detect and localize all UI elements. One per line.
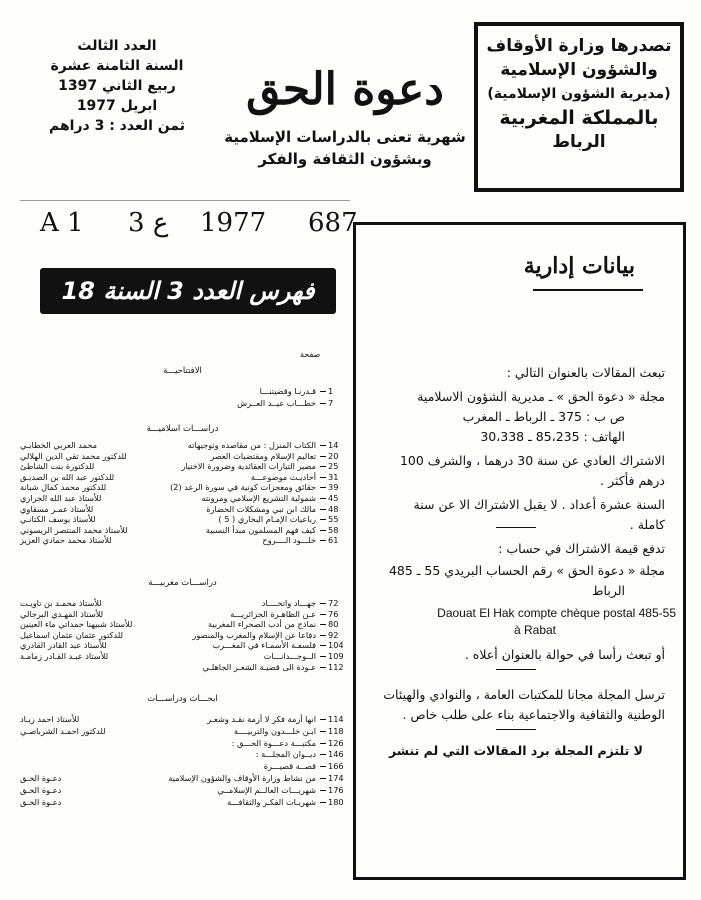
toc-row (20, 640, 350, 651)
admin-or-send: أو تبعث رأسا في حوالة بالعنوان أعلاه . (464, 647, 665, 662)
toc-row (20, 493, 350, 504)
toc-author: محمد العربي الخطابـي (20, 440, 98, 450)
toc-page-label: صفحة (300, 350, 321, 359)
toc-title: خطـــاب عيــد العــرش (237, 398, 316, 408)
toc-dash (320, 802, 326, 803)
toc-title: حقائق ومعجزات كونية في سورة الرعد (2) (170, 482, 316, 493)
handwritten-a: A 1 (40, 208, 84, 238)
toc-page-number: 20 (328, 450, 339, 461)
toc-page-number: 92 (328, 629, 339, 640)
toc-section-moroccan: دراســـات مغربيـــة (148, 578, 217, 588)
toc-page-number: 76 (328, 608, 339, 619)
toc-author: للأستاذ يوسف الكتانـي (20, 514, 96, 525)
toc-row (20, 609, 350, 620)
toc-page-number: 14 (328, 440, 339, 450)
magazine-subtitle-1: شهرية تعنى بالدراسات الإسلامية (224, 128, 466, 146)
admin-separator-3 (496, 729, 536, 730)
toc-author: للأستاذ عمـر مسقاوي (20, 503, 94, 514)
handwritten-catalog-note (40, 208, 360, 242)
toc-page-number: 7 (328, 398, 334, 408)
toc-author: للدكتور احمـد الشرباصـي (20, 725, 106, 736)
toc-banner: فهرس العدد 3 السنة 18 (40, 268, 336, 314)
admin-free-2: الوطنية والثقافية والاجتماعية بناء على طلب خاص . (402, 707, 665, 722)
toc-title: مالك ابن نبي ومشكلات الحضارة (206, 503, 316, 514)
toc-title: من نشاط وزارة الأوقاف والشؤون الإسلامية (168, 773, 316, 783)
toc-page-number: 166 (328, 761, 344, 772)
toc-dash (320, 509, 326, 510)
toc-title: رباعيات الإمـام البخاري ( 5 ) (218, 514, 316, 525)
toc-title: شهريـــات العالــم الإسلامــي (217, 784, 316, 795)
toc-dash (320, 667, 326, 668)
handwritten-c: 1977 (200, 208, 267, 238)
toc-row (20, 451, 350, 462)
toc-title: أحاديـث موضوعـــة (250, 471, 316, 482)
admin-separator-2 (496, 669, 536, 670)
toc-page-number: 146 (328, 749, 344, 760)
toc-author: للدكتورة بنت الشاطئ (20, 461, 95, 472)
toc-author: دعـوة الحـق (20, 796, 62, 807)
toc-page-number: 180 (328, 796, 344, 807)
publisher-line-4: بالمملكة المغربية (499, 107, 659, 129)
toc-author: للأستاذ عبد القادر القادري (20, 640, 107, 651)
toc-row (20, 386, 350, 397)
toc-dash (320, 403, 326, 404)
toc-title: مكتبـــة دعـــوة الحـــق : (231, 737, 316, 748)
toc-author: دعـوة الحـق (20, 784, 62, 795)
toc-author: للأستاذ محمد حمادي العزيز (20, 535, 112, 546)
toc-dash (320, 624, 326, 625)
issue-number: العدد الثالث (77, 38, 157, 54)
admin-heading-underline (533, 289, 643, 291)
toc-row (20, 598, 350, 609)
toc-title: كيف فهم المسلمون مبدأ النسبية (205, 524, 316, 535)
toc-title: شمولية التشريع الإسلامي ومرونته (201, 493, 316, 503)
toc-dash (320, 603, 326, 604)
toc-dash (320, 519, 326, 520)
toc-page-number: 61 (328, 535, 339, 546)
toc-dash (320, 530, 326, 531)
toc-title: دفاعا عن الإسلام والمغرب والمنصور (192, 629, 316, 640)
toc-author: للأستاذ محمد المنتصر الريسوني (20, 524, 128, 535)
admin-address-2: ص ب : 375 ـ الرباط ـ المغرب (462, 409, 625, 424)
toc-row (20, 535, 350, 546)
publisher-line-1: تصدرها وزارة الأوقاف (486, 36, 672, 56)
toc-dash (320, 719, 326, 720)
toc-row (20, 461, 350, 472)
toc-page-number: 174 (328, 773, 344, 783)
admin-issues-1: السنة عشرة أعداد . لا يقبل الاشتراك الا عن سنة (413, 497, 665, 512)
toc-dash (320, 540, 326, 541)
toc-row (20, 726, 350, 737)
admin-free-1: ترسل المجلة مجانا للمكتبات العامة ، والنوادي والهيئات (383, 687, 665, 702)
publisher-line-2: والشؤون الإسلامية (500, 60, 658, 80)
toc-page-number: 31 (328, 471, 339, 482)
toc-author: للأستاذ عبـد القـادر زمامـة (20, 651, 109, 661)
toc-dash (320, 790, 326, 791)
toc-dash (320, 778, 326, 779)
admin-address-1: مجلة « دعوة الحق » ـ مديرية الشؤون الاسلامية (417, 389, 665, 404)
toc-row (20, 749, 350, 760)
toc-author: دعـوة الحـق (20, 773, 62, 783)
toc-title: مصير التيارات العقائدية وضرورة الاختيار (181, 461, 316, 472)
toc-row (20, 785, 350, 796)
handwritten-d: 687 (308, 208, 358, 238)
toc-dash (320, 645, 326, 646)
publisher-line-5: الرباط (552, 132, 606, 152)
toc-title: شهريـات الفكـر والثقافـــة (227, 796, 316, 807)
toc-author: للأستاذ محمـد بن تاويـت (20, 598, 102, 608)
admin-send-to: تبعث المقالات بالعنوان التالي : (506, 365, 665, 380)
toc-row (20, 773, 350, 784)
toc-section-research: ابحـــاث ودراســـات (147, 694, 218, 704)
toc-title: قـدرنـا وقضيتنـــا (259, 386, 316, 396)
toc-row (20, 619, 350, 630)
toc-dash (320, 656, 326, 657)
magazine-title: دعوة الحق (246, 64, 444, 115)
admin-subscription-1: الاشتراك العادي عن سنة 30 درهما ، والشرف 100 (399, 453, 665, 468)
toc-row (20, 738, 350, 749)
toc-dash (320, 477, 326, 478)
admin-latin-account-2: à Rabat (513, 623, 556, 637)
toc-author: للدكتور عثمان عثمان اسماعيل (20, 629, 123, 640)
toc-dash (320, 766, 326, 767)
admin-pay-3: الرباط (591, 583, 625, 598)
toc-page-number: 80 (328, 619, 339, 630)
toc-title: انها أزمة فكر لا أزمة نقـد وشعـر (207, 714, 316, 724)
toc-title: تعاليم الإسلام ومقتضيات العصر (210, 450, 316, 461)
toc-page-number: 176 (328, 784, 344, 795)
issue-info (42, 36, 192, 136)
toc-page-number: 55 (328, 514, 339, 525)
admin-phones: الهاتف : 85،235 ـ 30،338 (480, 429, 625, 444)
toc-title: فلسفـة الأسمـاء في المغـــرب (212, 640, 316, 651)
toc-row (20, 761, 350, 772)
toc-row (20, 482, 350, 493)
toc-dash (320, 466, 326, 467)
toc-author: للأستاذ المهـدي البرجالي (20, 608, 104, 619)
toc-dash (320, 498, 326, 499)
admin-heading: بيانات إدارية (523, 253, 635, 279)
toc-title: عـن الظاهـرة الجزائريـــة (230, 608, 316, 619)
toc-row (20, 662, 350, 673)
issue-hijri-date: ربيع الثاني 1397 (58, 78, 176, 94)
toc-author: للأستاذ احمد زيـاد (20, 714, 80, 724)
toc-page-number: 58 (328, 524, 339, 535)
toc-row (20, 504, 350, 515)
toc-author: للدكتور محمد تقي الدين الهلالي (20, 450, 127, 461)
toc-title: عـودة الى قضيـة الشعـر الجاهلـي (202, 661, 316, 672)
admin-pay-2: مجلة « دعوة الحق » رقم الحساب البريدي 55 ـ 485 (388, 563, 665, 578)
toc-dash (320, 743, 326, 744)
toc-page-number: 104 (328, 640, 344, 651)
toc-dash (320, 456, 326, 457)
toc-row (20, 398, 350, 409)
toc-author: للدكتور محمد كمال شبانة (20, 482, 107, 493)
toc-page-number: 118 (328, 725, 344, 736)
toc-title: ابـن خلـــدون والتربيــــة (233, 725, 316, 736)
admin-issues-2: كاملة . (629, 517, 665, 532)
toc-page-number: 45 (328, 493, 339, 503)
toc-section-opening: الافتتاحيـــة (163, 366, 202, 376)
toc-author: للدكتور عبد الله بن الصديـق (20, 471, 115, 482)
toc-author: للأستاذ عبد الله الجراري (20, 493, 102, 503)
issue-year: السنة الثامنة عشرة (50, 58, 184, 74)
toc-title: الــوجـــدانـــات (263, 651, 316, 661)
toc-row (20, 630, 350, 641)
publisher-box (474, 22, 684, 192)
toc-dash (320, 754, 326, 755)
toc-page-number: 1 (328, 386, 334, 396)
toc-row (20, 514, 350, 525)
toc-page-number: 109 (328, 651, 344, 661)
toc-dash (320, 635, 326, 636)
issue-gregorian-date: ابريل 1977 (76, 98, 158, 114)
publisher-line-3: (مديرية الشؤون الإسلامية) (487, 86, 671, 102)
toc-page-number: 39 (328, 482, 339, 493)
toc-dash (320, 391, 326, 392)
admin-subscription-2: درهم فأكثر . (600, 473, 665, 488)
magazine-subtitle-2: وبشؤون الثقافة والفكر (258, 150, 432, 168)
toc-row (20, 525, 350, 536)
toc-row (20, 472, 350, 483)
toc-row (20, 714, 350, 725)
toc-section-islamic: دراســـات اسلاميـــة (146, 424, 219, 434)
toc-dash (320, 614, 326, 615)
toc-row (20, 440, 350, 451)
toc-title: قصــة قصيـــرة (263, 761, 316, 772)
toc-page-number: 112 (328, 661, 344, 672)
toc-title: ديــوان المجلـــة : (255, 749, 316, 760)
toc-title: جهـــاد واتحــــاد (261, 598, 316, 608)
admin-notice: لا تلتزم المجلة برد المقالات التي لم تنشر (389, 743, 643, 758)
toc-title: الكتاب المنزل : من مقاصده وتوجيهاته (187, 440, 316, 450)
toc-title: نماذج من أدب الصحراء المغربية (207, 619, 316, 630)
administrative-info-box (353, 222, 686, 880)
toc-page-number: 72 (328, 598, 339, 608)
toc-page-number: 48 (328, 503, 339, 514)
toc-row (20, 651, 350, 662)
toc-dash (320, 487, 326, 488)
toc-dash (320, 731, 326, 732)
toc-row (20, 797, 350, 808)
admin-latin-account-1: Daouat El Hak compte chèque postal 485-55 (437, 606, 676, 620)
handwritten-b: 3 ع (128, 208, 169, 238)
toc-title: خلـــود الــــروح (262, 535, 316, 546)
toc-author: للأستاذ شبيهنا حمداتي ماء العينين (20, 619, 133, 630)
admin-separator-1 (496, 527, 536, 528)
toc-page-number: 25 (328, 461, 339, 472)
toc-page-number: 114 (328, 714, 344, 724)
masthead-divider (20, 200, 350, 201)
toc-page-number: 126 (328, 737, 344, 748)
issue-price: ثمن العدد : 3 دراهم (48, 118, 186, 134)
admin-pay-1: تدفع قيمة الاشتراك في حساب : (498, 541, 665, 556)
